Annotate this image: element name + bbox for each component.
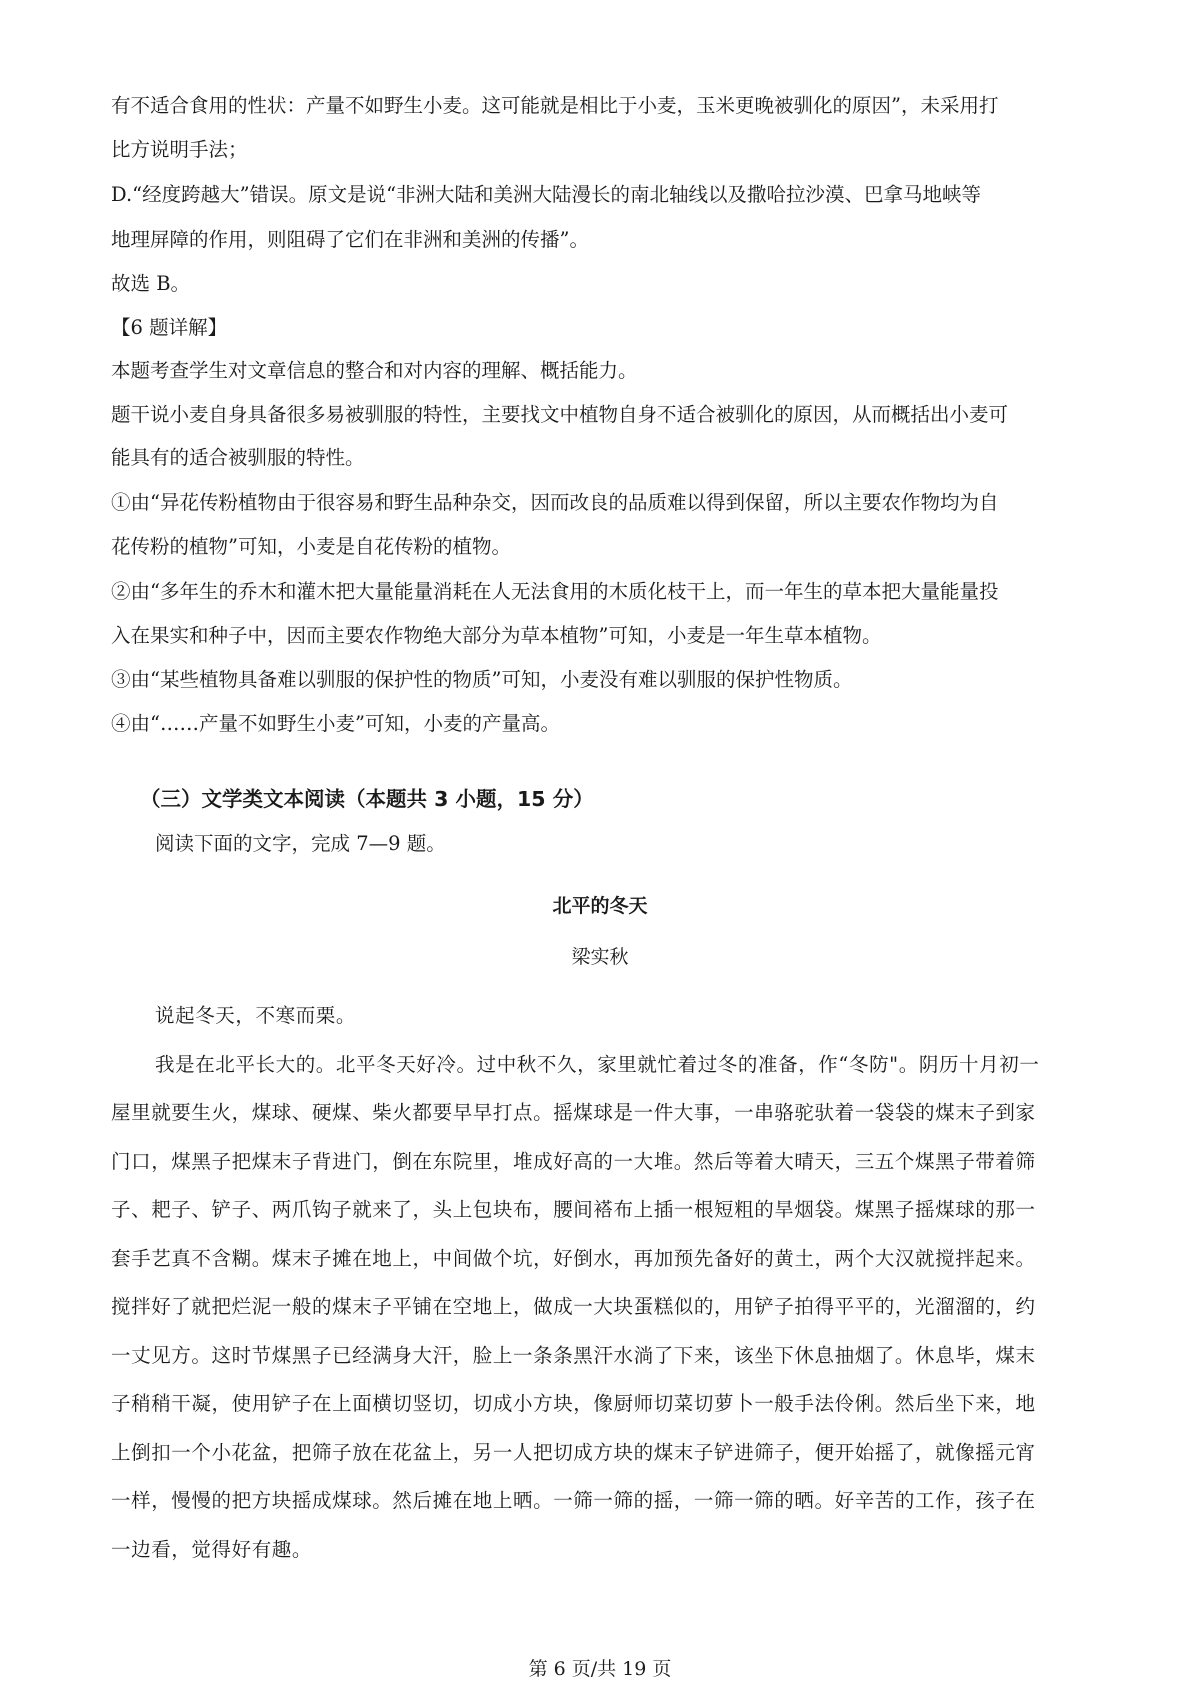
analysis-point-3: ③由“某些植物具备难以驯服的保护性的物质”可知，小麦没有难以驯服的保护性物质。 bbox=[111, 668, 853, 691]
analysis-line: 题干说小麦自身具备很多易被驯服的特性，主要找文中植物自身不适合被驯化的原因，从而概括出小麦可 bbox=[111, 403, 1009, 426]
essay-line: 我是在北平长大的。北平冬天好冷。过中秋不久，家里就忙着过冬的准备，作“冬防"。阴历十月初一 bbox=[155, 1053, 1040, 1076]
section-heading: （三）文学类文本阅读（本题共 3 小题，15 分） bbox=[140, 787, 594, 811]
analysis-point-1: ①由“异花传粉植物由于很容易和野生品种杂交，因而改良的品质难以得到保留，所以主要农作物均为自 bbox=[111, 491, 999, 514]
essay-line: 上倒扣一个小花盆，把筛子放在花盆上，另一人把切成方块的煤末子铲进筛子，便开始摇了，就像摇元宵 bbox=[111, 1441, 1036, 1464]
essay-line: 门口，煤黑子把煤末子背进门，倒在东院里，堆成好高的一大堆。然后等着大晴天，三五个煤黑子带着筛 bbox=[111, 1150, 1036, 1173]
analysis-point-4: ④由“……产量不如野生小麦”可知，小麦的产量高。 bbox=[111, 712, 560, 735]
essay-line: 一样，慢慢的把方块摇成煤球。然后摊在地上晒。一筛一筛的摇，一筛一筛的晒。好辛苦的工作，孩子在 bbox=[111, 1489, 1036, 1512]
essay-author: 梁实秋 bbox=[571, 946, 629, 968]
essay-line: 子稍稍干凝，使用铲子在上面横切竖切，切成小方块，像厨师切菜切萝卜一般手法伶俐。然后坐下来，地 bbox=[111, 1392, 1036, 1415]
essay-title: 北平的冬天 bbox=[552, 895, 648, 917]
essay-line: 一边看，觉得好有趣。 bbox=[111, 1538, 313, 1561]
analysis-line: 有不适合食用的性状：产量不如野生小麦。这可能就是相比于小麦，玉米更晚被驯化的原因”，未采用打 bbox=[111, 94, 999, 117]
question-detail-heading: 【6 题详解】 bbox=[111, 316, 228, 339]
reading-instruction: 阅读下面的文字，完成 7—9 题。 bbox=[155, 832, 446, 855]
analysis-line: 故选 B。 bbox=[111, 272, 191, 295]
essay-line: 屋里就要生火，煤球、硬煤、柴火都要早早打点。摇煤球是一件大事，一串骆驼驮着一袋袋的煤末子到家 bbox=[111, 1101, 1036, 1124]
essay-line: 子、耙子、铲子、两爪钩子就来了，头上包块布，腰间褡布上插一根短粗的旱烟袋。煤黑子摇煤球的那一 bbox=[111, 1198, 1036, 1221]
analysis-line: 比方说明手法； bbox=[111, 138, 248, 161]
analysis-line: 本题考查学生对文章信息的整合和对内容的理解、概括能力。 bbox=[111, 359, 638, 382]
analysis-line: 能具有的适合被驯服的特性。 bbox=[111, 446, 365, 469]
analysis-line: D.“经度跨越大”错误。原文是说“非洲大陆和美洲大陆漫长的南北轴线以及撒哈拉沙漠、巴拿马地峡等 bbox=[111, 183, 982, 206]
essay-line: 一丈见方。这时节煤黑子已经满身大汗，脸上一条条黑汗水淌了下来，该坐下休息抽烟了。休息毕，煤末 bbox=[111, 1344, 1036, 1367]
essay-line: 搅拌好了就把烂泥一般的煤末子平铺在空地上，做成一大块蛋糕似的，用铲子拍得平平的，光溜溜的，约 bbox=[111, 1295, 1036, 1318]
essay-line: 说起冬天，不寒而栗。 bbox=[155, 1004, 357, 1027]
analysis-line: 花传粉的植物”可知，小麦是自花传粉的植物。 bbox=[111, 535, 511, 558]
page-number-footer: 第 6 页/共 19 页 bbox=[528, 1658, 672, 1680]
essay-line: 套手艺真不含糊。煤末子摊在地上，中间做个坑，好倒水，再加预先备好的黄土，两个大汉就搅拌起来。 bbox=[111, 1247, 1036, 1270]
analysis-point-2: ②由“多年生的乔木和灌木把大量能量消耗在人无法食用的木质化枝干上，而一年生的草本把大量能量投 bbox=[111, 580, 999, 603]
analysis-line: 地理屏障的作用，则阻碍了它们在非洲和美洲的传播”。 bbox=[111, 228, 589, 251]
analysis-line: 入在果实和种子中，因而主要农作物绝大部分为草本植物”可知，小麦是一年生草本植物。 bbox=[111, 624, 882, 647]
